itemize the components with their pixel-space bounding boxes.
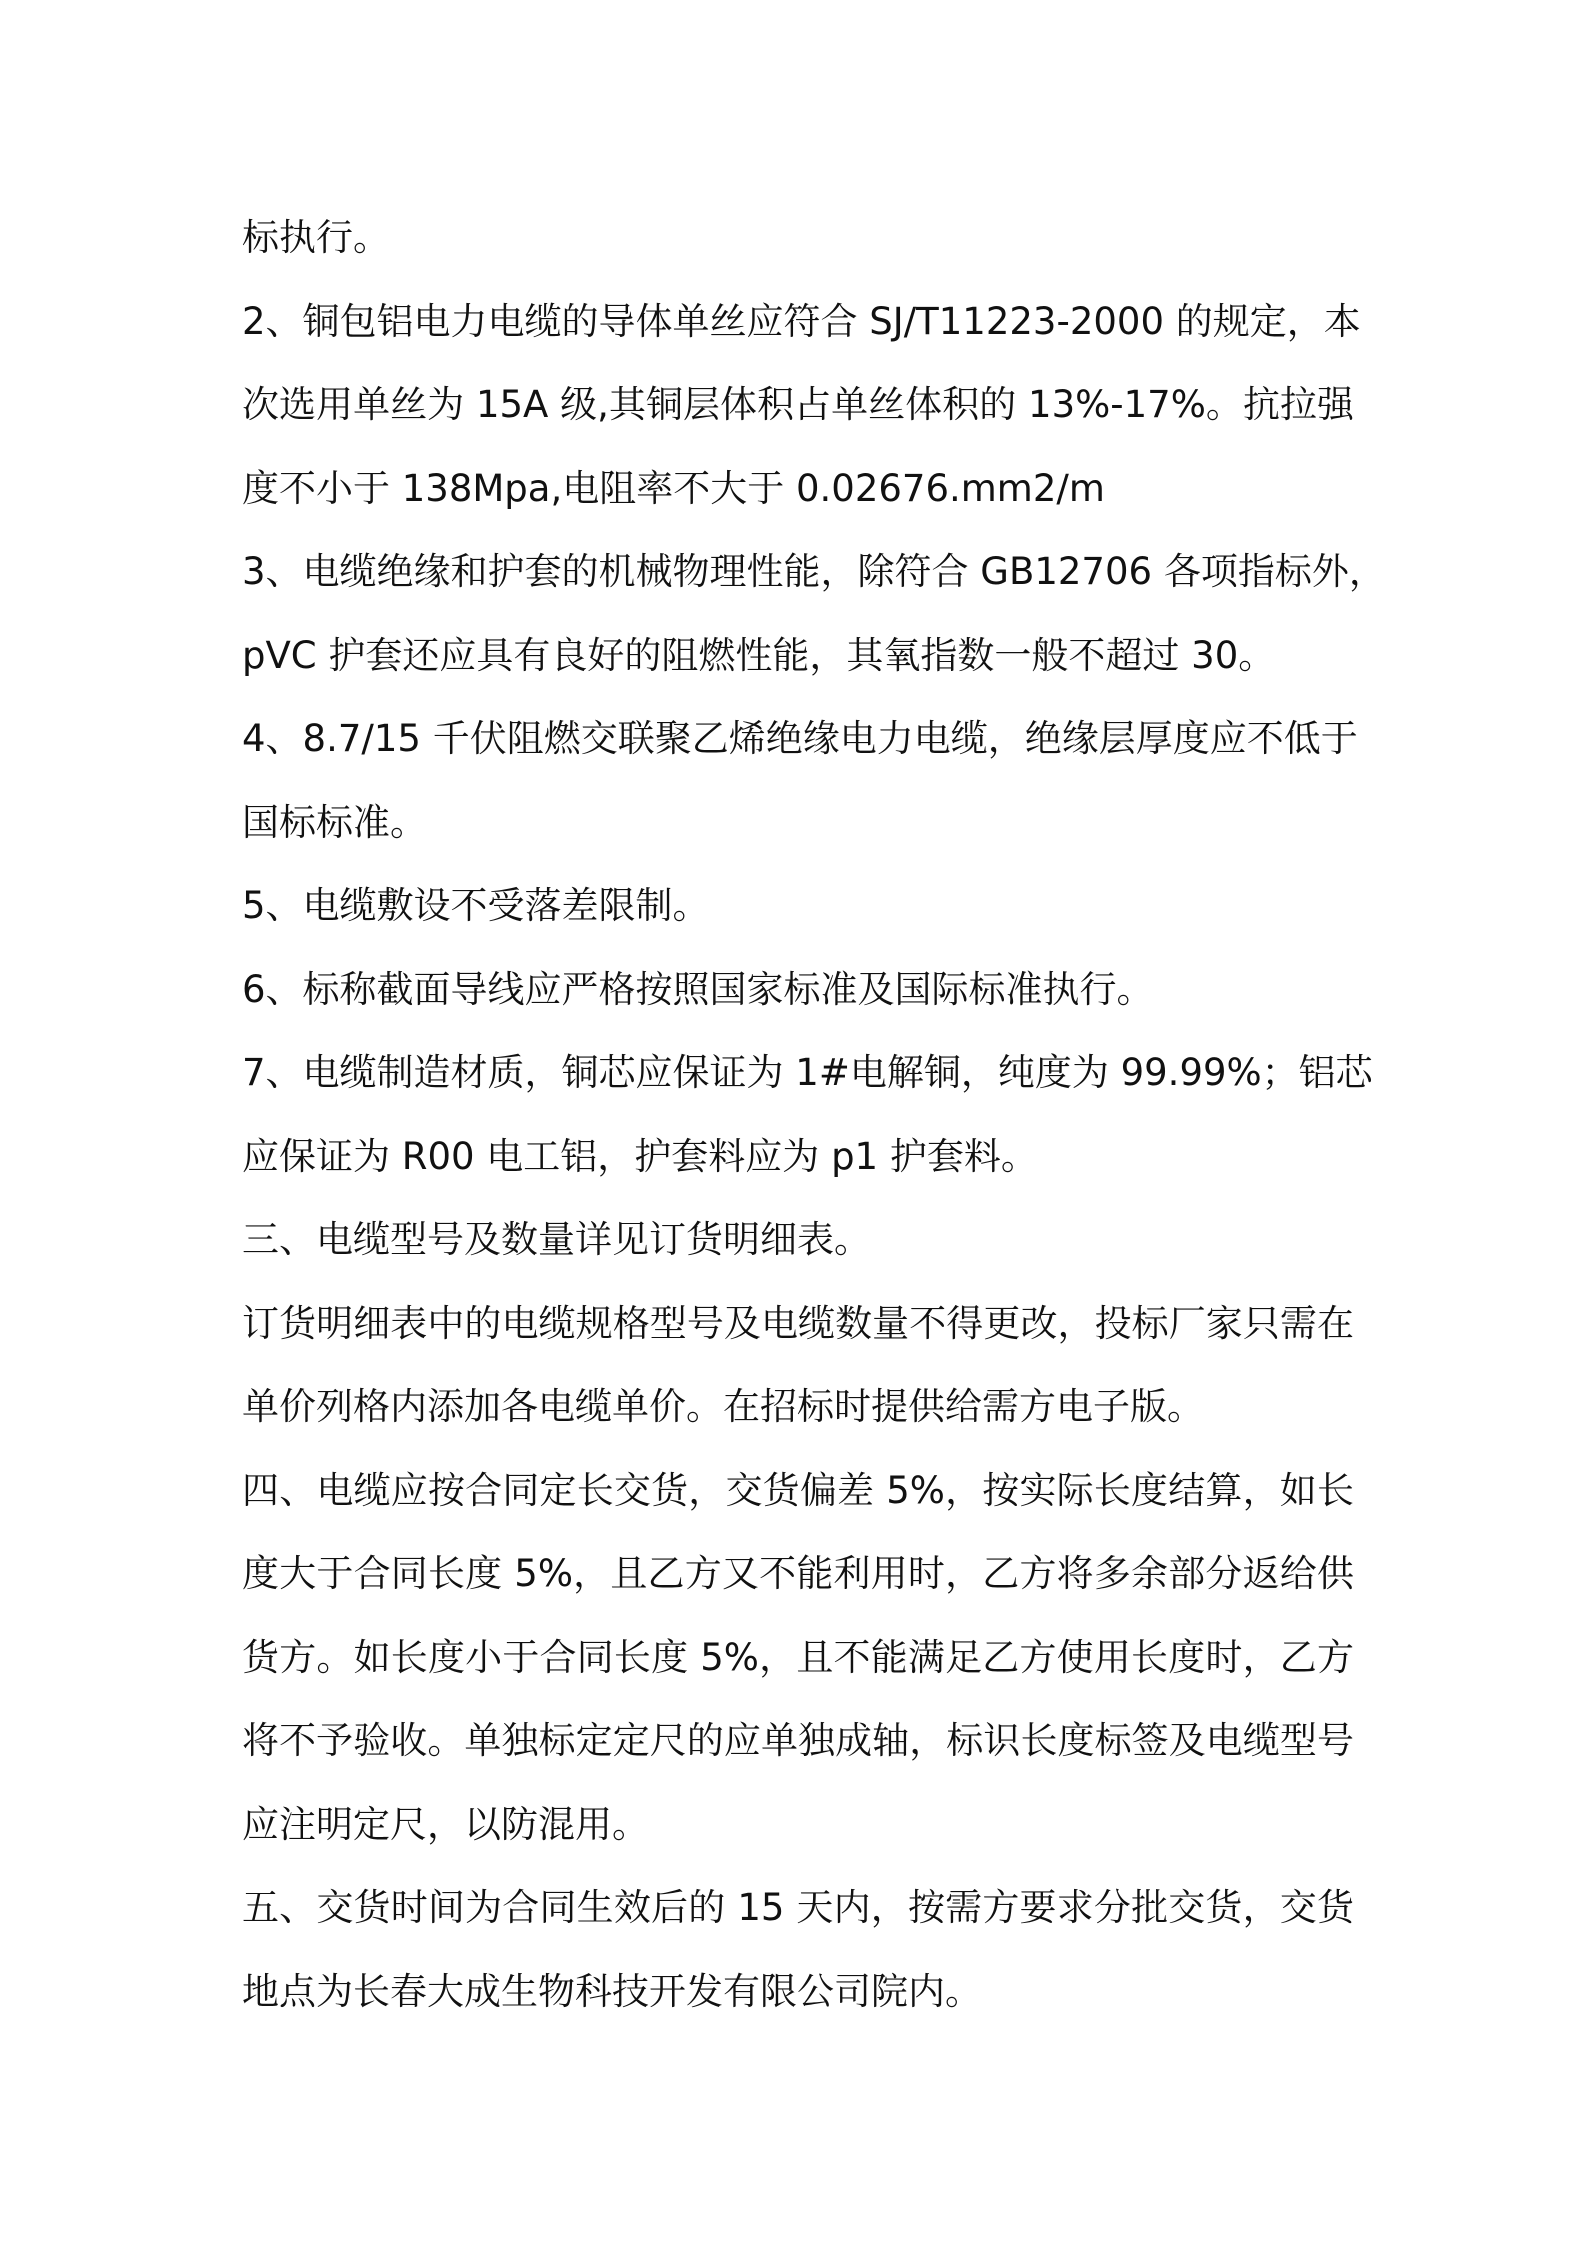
paragraph-item-5 xyxy=(242,864,1354,948)
paragraph-item-7 xyxy=(242,1031,1373,1198)
text-line: 货方。如长度小于合同长度 5%，且不能满足乙方使用长度时，乙方 xyxy=(242,1635,1354,1679)
text-line: 5、电缆敷设不受落差限制。 xyxy=(242,884,710,927)
document-body xyxy=(242,196,1386,2033)
paragraph-order-details xyxy=(242,1282,1354,1449)
text-line: 国标标准。 xyxy=(242,800,427,844)
text-line: 五、交货时间为合同生效后的 15 天内，按需方要求分批交货，交货 xyxy=(242,1886,1354,1929)
text-line: 将不予验收。单独标定定尺的应单独成轴，标识长度标签及电缆型号 xyxy=(242,1719,1354,1762)
paragraph-item-2 xyxy=(242,280,1361,531)
text-line: pVC 护套还应具有良好的阻燃性能，其氧指数一般不超过 30。 xyxy=(242,633,1276,677)
text-line: 订货明细表中的电缆规格型号及电缆数量不得更改，投标厂家只需在 xyxy=(242,1301,1354,1345)
text-line: 4、8.7/15 千伏阻燃交联聚乙烯绝缘电力电缆，绝缘层厚度应不低于 xyxy=(242,717,1358,760)
paragraph-intro-continuation xyxy=(242,196,1354,280)
text-line: 三、电缆型号及数量详见订货明细表。 xyxy=(242,1218,871,1261)
paragraph-item-3 xyxy=(242,530,1386,697)
text-line: 3、电缆绝缘和护套的机械物理性能，除符合 GB12706 各项指标外， xyxy=(242,550,1386,593)
paragraph-item-4 xyxy=(242,697,1358,864)
section-four xyxy=(242,1449,1354,1867)
text-line: 2、铜包铝电力电缆的导体单丝应符合 SJ/T11223-2000 的规定，本 xyxy=(242,299,1361,343)
text-line: 次选用单丝为 15A 级,其铜层体积占单丝体积的 13%-17%。抗拉强 xyxy=(242,383,1354,426)
text-line: 应注明定尺，以防混用。 xyxy=(242,1802,649,1846)
text-line: 6、标称截面导线应严格按照国家标准及国际标准执行。 xyxy=(242,967,1154,1011)
text-line: 单价列格内添加各电缆单价。在招标时提供给需方电子版。 xyxy=(242,1385,1204,1428)
text-line: 应保证为 R00 电工铝，护套料应为 p1 护套料。 xyxy=(242,1134,1038,1178)
text-line: 度不小于 138Mpa,电阻率不大于 0.02676.mm2/m xyxy=(242,466,1105,510)
section-five xyxy=(242,1866,1354,2033)
text-line: 地点为长春大成生物科技开发有限公司院内。 xyxy=(242,1969,982,2013)
text-line: 度大于合同长度 5%，且乙方又不能利用时，乙方将多余部分返给供 xyxy=(242,1552,1354,1595)
section-heading-three xyxy=(242,1198,1354,1282)
text-line: 四、电缆应按合同定长交货，交货偏差 5%，按实际长度结算，如长 xyxy=(242,1468,1354,1512)
text-line: 7、电缆制造材质，铜芯应保证为 1#电解铜，纯度为 99.99%；铝芯 xyxy=(242,1051,1373,1094)
paragraph-item-6 xyxy=(242,948,1354,1032)
text-line: 标执行。 xyxy=(242,216,390,259)
